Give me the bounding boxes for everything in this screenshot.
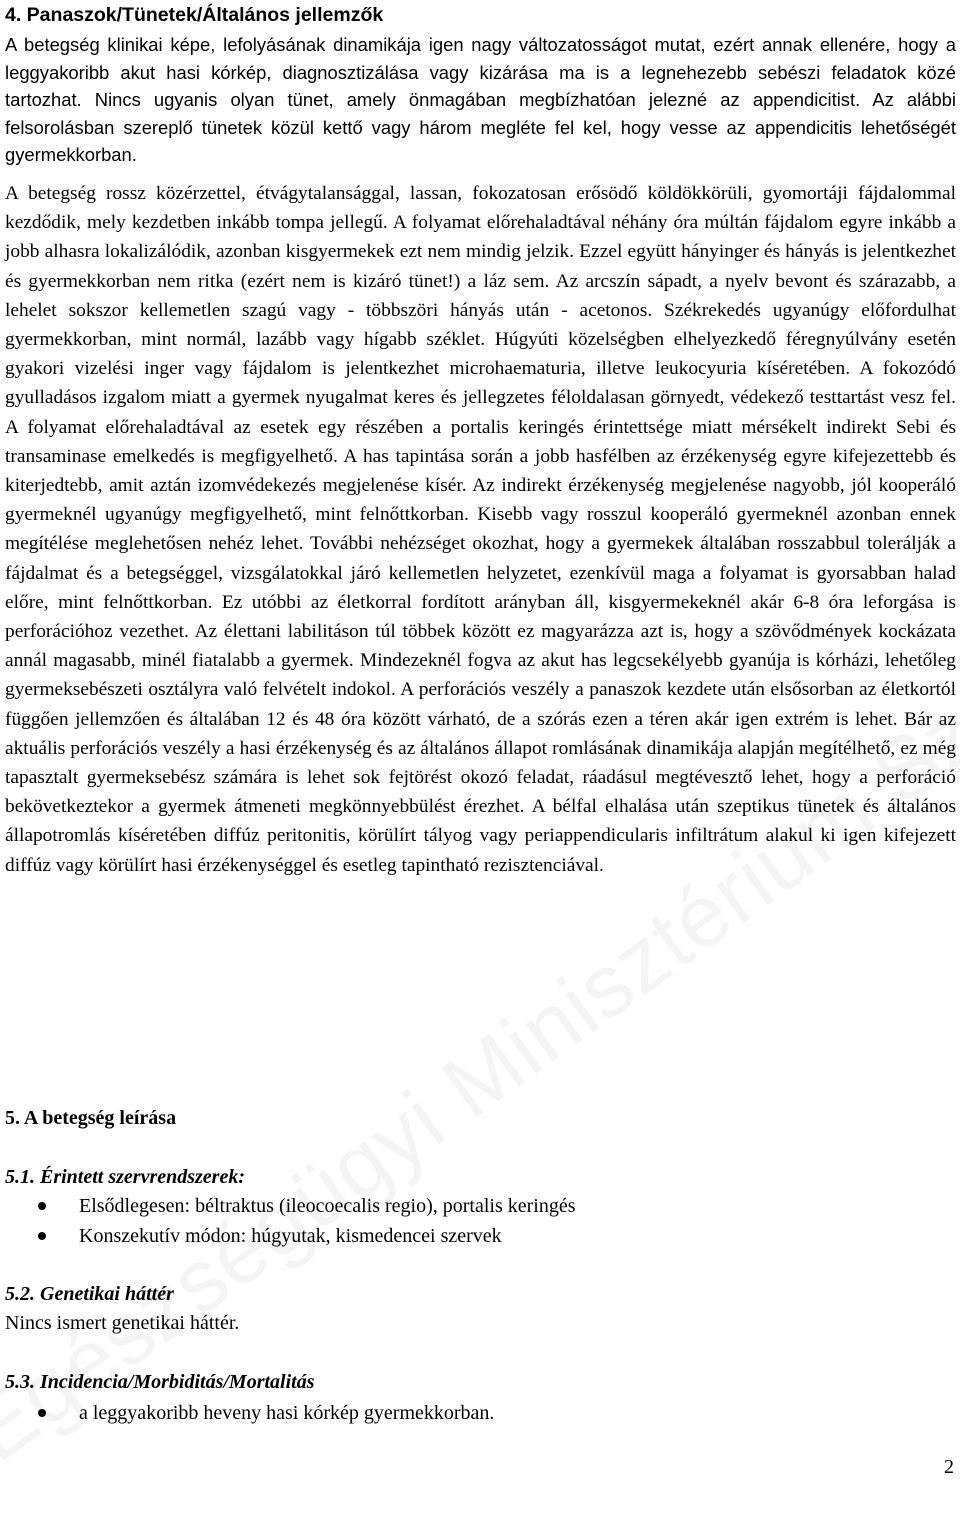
section-4-body-paragraph: A betegség rossz közérzettel, étvágytalansággal, lassan, fokozatosan erősödő köldökkörüli, gyomortáji fájdalommal kezdődik, mely kezdetben inkább tompa jellegű. A folyamat előrehaladtával néhány óra múltán fájdalom egyre inkább a jobb alhasra lokalizálódik, azonban kisgyermekek ezt nem mindig jelzik. Ezzel együtt hányinger és hányás is jelentkezhet és gyermekkorban nem ritka (ezért nem is kizáró tünet!) a láz sem. Az arcszín sápadt, a nyelv bevont és szárazabb, a lehelet sokszor kellemetlen szagú vagy - többszöri hányás után - acetonos. Székrekedés ugyanúgy előfordulhat gyermekkorban, mint normál, lazább vagy hígabb széklet. Húgyúti közelségben elhelyezkedő féregnyúlvány esetén gyakori vizelési inger vagy fájdalom is jelentkezhet microhaematuria, illetve leukocyuria kíséretében. A fokozódó gyulladásos izgalom miatt a gyermek nyugalmat keres és jellegzetes féloldalasan görnyedt, védekező testtartást vesz fel. A folyamat előrehaladtával az esetek egy részében a portalis keringés érintettsége miatt mérsékelt indirekt Sebi és transaminase emelkedés is megfigyelhető. A has tapintása során a jobb hasfélben az érzékenység egyre kifejezettebb és kiterjedtebb, amit aztán izomvédekezés megjelenése kísér. Az indirekt érzékenység megjelenése nagyobb, jól kooperáló gyermeknél ugyanúgy megfigyelhető, mint felnőttkorban. Kisebb vagy rosszul kooperáló gyermeknél azonban ennek megítélése meglehetősen nehéz lehet. További nehézséget okozhat, hogy a gyermekek általában rosszabbul tolerálják a fájdalmat és a betegséggel, vizsgálatokkal járó kellemetlen helyzetet, ezenkívül maga a folyamat is gyorsabban halad előre, mint felnőttkorban. Ez utóbbi az életkorral fordított arányban áll, kisgyermekeknél akár 6-8 óra leforgása is perforációhoz vezethet. Az élettani labilitáson túl többek között ez magyarázza azt is, hogy a szövődmények kockázata annál magasabb, minél fiatalabb a gyermek. Mindezeknél fogva az akut has legcsekélyebb gyanúja is kórházi, lehetőleg gyermeksebészeti osztályra való felvételt indokol. A perforációs veszély a panaszok kezdete után elsősorban az életkortól függően jellemzően és általában 12 és 48 óra között várható, de a szórás ezen a téren akár igen extrém is lehet. Bár az aktuális perforációs veszély a hasi érzékenység és az általános állapot romlásának dinamikája alapján megítélhető, ez még tapasztalt gyermeksebész számára is lehet sok fejtörést okozó feladat, ráadásul megtévesztő lehet, hogy a perforáció bekövetkeztekor a gyermek átmeneti megkönnyebbülést érezhet. A bélfal elhalása után szeptikus tünetek és általános állapotromlás kíséretében diffúz peritonitis, körülírt tályog vagy periappendicularis infiltrátum alakul ki igen kifejezett diffúz vagy körülírt hasi érzékenységgel és esetleg tapintható rezisztenciával. [5,183,956,876]
section-5-2-text: Nincs ismert genetikai háttér. [5,1312,240,1334]
list-item-text: Elsődlegesen: béltraktus (ileocoecalis regio), portalis keringés [79,1195,576,1217]
list-item-text: a leggyakoribb heveny hasi kórkép gyermekkorban. [79,1402,495,1424]
section-5-heading: 5. A betegség leírása [5,1107,177,1129]
list-item [0,1221,576,1251]
section-5-1-heading: 5.1. Érintett szervrendszerek: [5,1166,245,1188]
bullet-icon [38,1232,46,1240]
list-item [0,1398,494,1428]
bullet-icon [38,1202,46,1210]
section-5-3-list [0,1398,494,1428]
page-number: 2 [944,1456,954,1478]
list-item [0,1191,576,1221]
section-5-1-list [0,1191,576,1251]
list-item-text: Konszekutív módon: húgyutak, kismedencei szervek [79,1225,502,1247]
section-4-heading: 4. Panaszok/Tünetek/Általános jellemzők [5,4,384,26]
section-4-intro-paragraph: A betegség klinikai képe, lefolyásának dinamikája igen nagy változatosságot mutat, ezért annak ellenére, hogy a leggyakoribb akut hasi kórkép, diagnosztizálása vagy kizárása ma is a legnehezebb sebészi feladatok közé tartozhat. Nincs ugyanis olyan tünet, amely önmagában megbízhatóan jelezné az appendicitist. Az alábbi felsorolásban szereplő tünetek közül kettő vagy három megléte fel kel, hogy vesse az appendicitis lehetőségét gyermekkorban. [5,34,956,165]
section-5-3-heading: 5.3. Incidencia/Morbiditás/Mortalitás [5,1371,315,1393]
bullet-icon [38,1409,46,1417]
section-5-2-heading: 5.2. Genetikai háttér [5,1283,174,1305]
